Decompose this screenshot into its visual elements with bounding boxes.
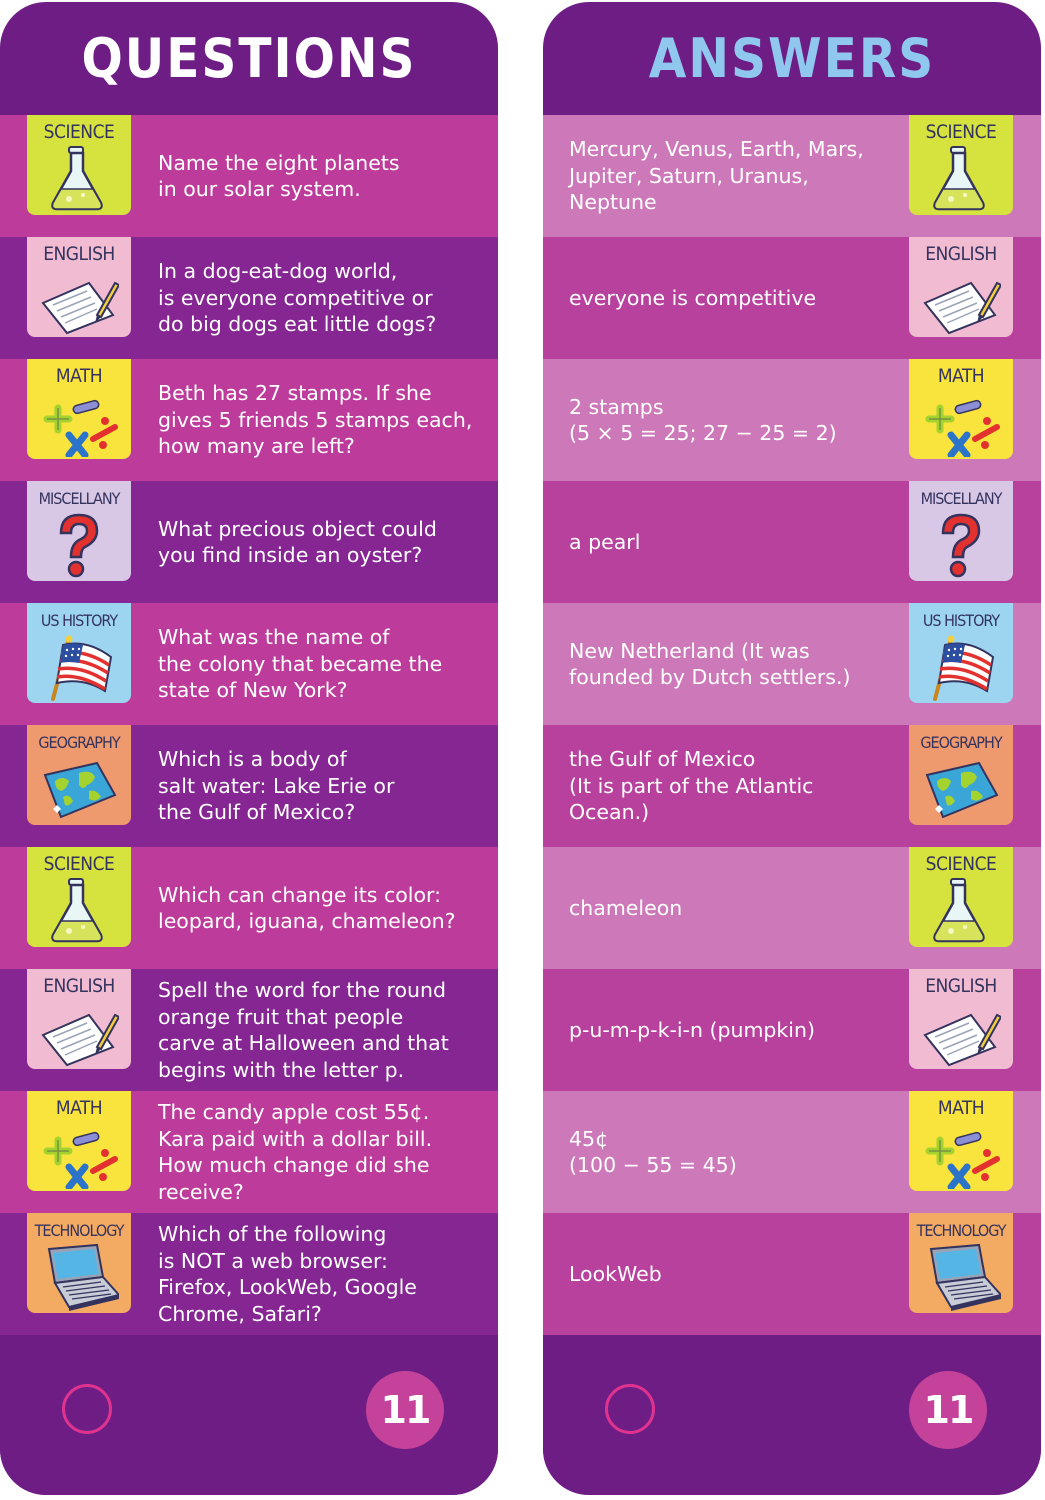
category-label: SCIENCE — [925, 121, 997, 143]
world-map-icon — [921, 755, 1001, 823]
category-tab-us-history — [27, 603, 131, 703]
world-map-icon — [39, 755, 119, 823]
question-text: Which of the following is NOT a web browser: Firefox, LookWeb, Google Chrome, Safari? — [158, 1222, 417, 1326]
category-tab-science — [909, 115, 1013, 215]
category-tab-math — [909, 1091, 1013, 1191]
category-tab-science — [27, 115, 131, 215]
answer-text: LookWeb — [569, 1261, 662, 1286]
category-label: SCIENCE — [925, 853, 997, 875]
category-tab-technology — [27, 1213, 131, 1313]
category-label: TECHNOLOGY — [34, 1221, 124, 1240]
category-tab-math — [27, 1091, 131, 1191]
card-footer — [543, 1340, 1041, 1495]
answer-text: chameleon — [569, 895, 683, 920]
flask-icon — [39, 877, 119, 945]
question-row — [0, 725, 498, 847]
question-text: Spell the word for the round orange fruit that people carve at Halloween and that begins with the letter p. — [158, 978, 449, 1082]
question-text: Beth has 27 stamps. If she gives 5 friends 5 stamps each, how many are left? — [158, 381, 473, 459]
question-text: Which is a body of salt water: Lake Erie or the Gulf of Mexico? — [158, 747, 395, 825]
answer-row — [543, 115, 1041, 237]
category-tab-english — [27, 237, 131, 337]
question-row — [0, 481, 498, 603]
answer-row — [543, 481, 1041, 603]
question-row — [0, 1213, 498, 1335]
category-tab-math — [909, 359, 1013, 459]
answer-text: p-u-m-p-k-i-n (pumpkin) — [569, 1017, 815, 1042]
category-label: GEOGRAPHY — [38, 733, 120, 752]
category-tab-geography — [909, 725, 1013, 825]
question-row — [0, 603, 498, 725]
category-label: US HISTORY — [922, 611, 1000, 630]
category-label: ENGLISH — [925, 975, 997, 997]
flask-icon — [921, 877, 1001, 945]
answer-text: everyone is competitive — [569, 285, 817, 310]
page-number-badge: 11 — [366, 1371, 444, 1449]
category-label: US HISTORY — [40, 611, 118, 630]
category-tab-science — [27, 847, 131, 947]
question-text: The candy apple cost 55¢. Kara paid with a dollar bill. How much change did she receive? — [158, 1100, 433, 1204]
category-tab-geography — [27, 725, 131, 825]
paper-pencil-icon — [921, 267, 1001, 335]
answer-text: 2 stamps (5 × 5 = 25; 27 − 25 = 2) — [569, 394, 837, 445]
question-row — [0, 115, 498, 237]
laptop-icon — [921, 1243, 1001, 1311]
question-row — [0, 847, 498, 969]
category-label: TECHNOLOGY — [916, 1221, 1006, 1240]
answer-row — [543, 603, 1041, 725]
flask-icon — [921, 145, 1001, 213]
answer-row — [543, 237, 1041, 359]
category-label: ENGLISH — [925, 243, 997, 265]
question-mark-icon — [39, 511, 119, 579]
category-tab-english — [27, 969, 131, 1069]
us-flag-icon — [921, 633, 1001, 701]
answer-text: Mercury, Venus, Earth, Mars, Jupiter, Saturn, Uranus, Neptune — [569, 137, 864, 215]
punch-hole-circle — [62, 1384, 112, 1434]
laptop-icon — [39, 1243, 119, 1311]
math-symbols-icon — [39, 389, 119, 457]
category-label: MATH — [55, 365, 103, 387]
question-row — [0, 237, 498, 359]
question-mark-icon — [921, 511, 1001, 579]
math-symbols-icon — [921, 1121, 1001, 1189]
category-label: GEOGRAPHY — [920, 733, 1002, 752]
category-label: ENGLISH — [43, 243, 115, 265]
question-text: In a dog-eat-dog world, is everyone competitive or do big dogs eat little dogs? — [158, 259, 437, 337]
question-text: What was the name of the colony that became the state of New York? — [158, 625, 443, 703]
punch-hole-circle — [605, 1384, 655, 1434]
answer-row — [543, 969, 1041, 1091]
paper-pencil-icon — [921, 999, 1001, 1067]
answer-text: the Gulf of Mexico (It is part of the Atlantic Ocean.) — [569, 747, 814, 825]
question-text: What precious object could you find inside an oyster? — [158, 516, 437, 567]
category-tab-miscellany — [27, 481, 131, 581]
question-text: Name the eight planets in our solar system. — [158, 150, 400, 201]
answer-row — [543, 847, 1041, 969]
paper-pencil-icon — [39, 267, 119, 335]
answer-text: a pearl — [569, 529, 641, 554]
questions-card — [0, 2, 498, 1495]
card-footer — [0, 1340, 498, 1495]
category-tab-miscellany — [909, 481, 1013, 581]
math-symbols-icon — [39, 1121, 119, 1189]
page-number-badge: 11 — [909, 1371, 987, 1449]
answer-row — [543, 359, 1041, 481]
category-tab-english — [909, 237, 1013, 337]
category-label: ENGLISH — [43, 975, 115, 997]
category-label: MATH — [55, 1097, 103, 1119]
category-tab-english — [909, 969, 1013, 1069]
answer-row — [543, 725, 1041, 847]
question-row — [0, 359, 498, 481]
category-tab-science — [909, 847, 1013, 947]
answers-card — [543, 2, 1041, 1495]
category-tab-technology — [909, 1213, 1013, 1313]
paper-pencil-icon — [39, 999, 119, 1067]
answers-title: ANSWERS — [648, 27, 936, 90]
category-label: SCIENCE — [43, 853, 115, 875]
question-row — [0, 969, 498, 1091]
category-tab-us-history — [909, 603, 1013, 703]
flask-icon — [39, 145, 119, 213]
answer-row — [543, 1213, 1041, 1335]
category-tab-math — [27, 359, 131, 459]
question-row — [0, 1091, 498, 1213]
category-label: MISCELLANY — [920, 489, 1002, 508]
questions-title: QUESTIONS — [81, 27, 417, 90]
question-text: Which can change its color: leopard, iguana, chameleon? — [158, 882, 456, 933]
answer-text: New Netherland (It was founded by Dutch settlers.) — [569, 638, 851, 689]
category-label: MISCELLANY — [38, 489, 120, 508]
us-flag-icon — [39, 633, 119, 701]
math-symbols-icon — [921, 389, 1001, 457]
answer-text: 45¢ (100 − 55 = 45) — [569, 1126, 737, 1177]
category-label: SCIENCE — [43, 121, 115, 143]
category-label: MATH — [937, 1097, 985, 1119]
category-label: MATH — [937, 365, 985, 387]
answer-row — [543, 1091, 1041, 1213]
